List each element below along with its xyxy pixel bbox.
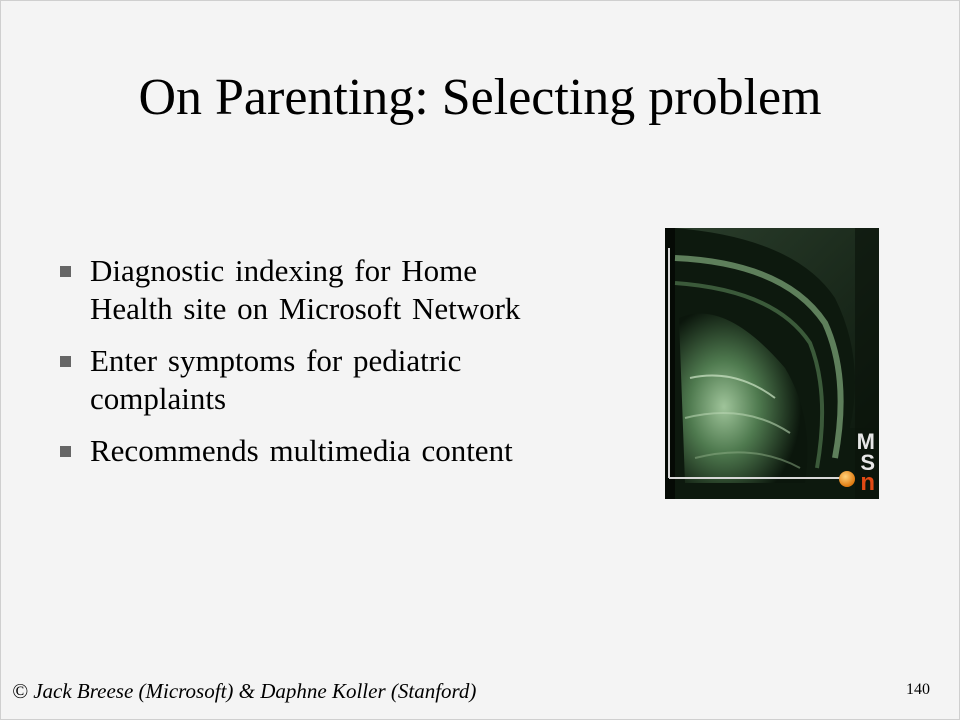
bullet-text-line: complaints — [90, 381, 227, 416]
bullet-text-line: Enter symptoms for pediatric — [90, 343, 462, 378]
msn-logo-letter: S — [860, 450, 875, 475]
msn-logo-letter: n — [860, 469, 875, 496]
bullet-text-line: Recommends multimedia content — [90, 433, 513, 468]
bullet-text-line: Diagnostic indexing for Home — [90, 253, 477, 288]
tunnel-photo-icon — [665, 228, 879, 499]
bullet-item — [60, 432, 620, 470]
bullet-item — [60, 342, 620, 418]
msn-logo-orb-icon — [839, 471, 855, 487]
slide-title: On Parenting: Selecting problem — [138, 69, 822, 126]
msn-screenshot-image — [665, 228, 879, 499]
bullet-text-line: Health site on Microsoft Network — [90, 291, 521, 326]
square-bullet-icon — [60, 266, 71, 277]
footer-credit: © Jack Breese (Microsoft) & Daphne Koller (Stanford) — [12, 679, 477, 703]
page-number: 140 — [906, 681, 930, 698]
msn-logo-letter: M — [856, 429, 875, 454]
square-bullet-icon — [60, 356, 71, 367]
square-bullet-icon — [60, 446, 71, 457]
bullet-item — [60, 252, 620, 328]
bullet-list — [60, 252, 620, 484]
